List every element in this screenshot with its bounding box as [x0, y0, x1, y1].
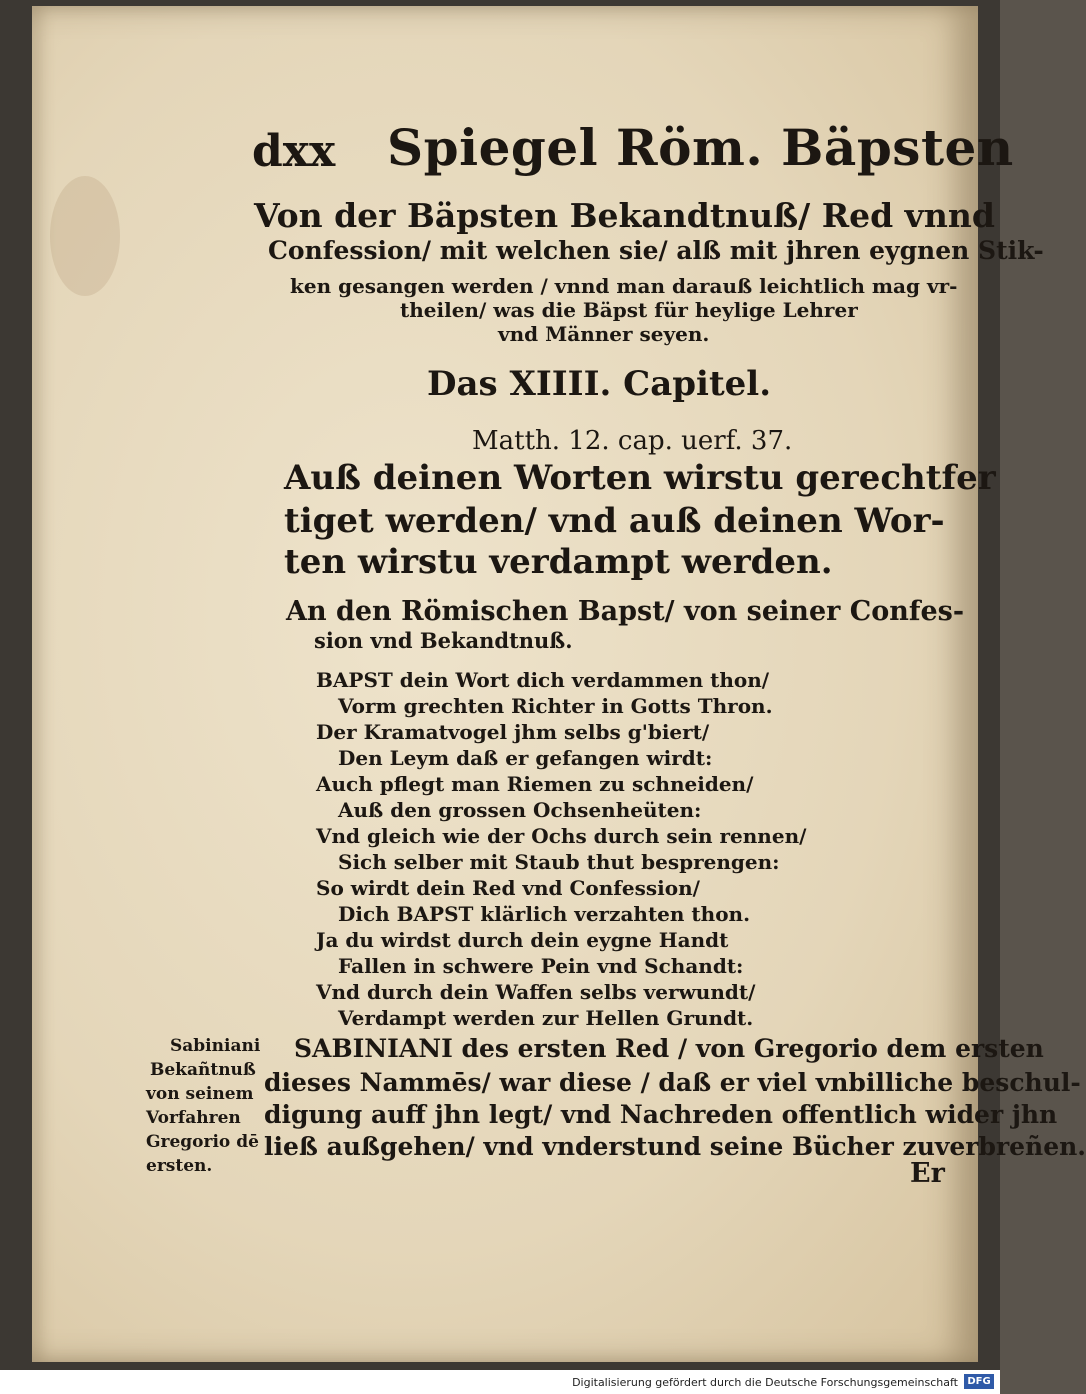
heading-line: ken gesangen werden / vnnd man darauß leichtlich mag vr- [290, 274, 958, 298]
dfg-logo-icon: DFG [964, 1374, 994, 1389]
address-line: An den Römischen Bapst/ von seiner Confes- [286, 596, 965, 627]
margin-note-line: von seinem [146, 1084, 254, 1104]
footer-bar [0, 1370, 1000, 1394]
poem-line: Vnd durch dein Waffen selbs verwundt/ [316, 980, 756, 1004]
margin-note-line: ersten. [146, 1156, 213, 1176]
folio-number: dxx [252, 126, 336, 177]
body-line: dieses Nammēs/ war diese / daß er viel vnbilliche beschul- [264, 1068, 1081, 1097]
poem-line: BAPST dein Wort dich verdammen thon/ [316, 668, 770, 692]
poem-line: Auß den grossen Ochsenheüten: [338, 798, 702, 822]
heading-line: theilen/ was die Bäpst für heylige Lehrer [400, 298, 858, 322]
poem-line: Fallen in schwere Pein vnd Schandt: [338, 954, 744, 978]
verse-line: ten wirstu verdampt werden. [284, 542, 833, 582]
book-page [32, 6, 1086, 1362]
poem-line: Den Leym daß er gefangen wirdt: [338, 746, 713, 770]
poem-line: Ja du wirdst durch dein eygne Handt [316, 928, 729, 952]
poem-line: Vorm grechten Richter in Gotts Thron. [338, 694, 773, 718]
margin-note-line: Sabiniani [170, 1036, 261, 1056]
address-line: sion vnd Bekandtnuß. [314, 628, 573, 653]
body-line: digung auff jhn legt/ vnd Nachreden offentlich wider jhn [264, 1100, 1058, 1129]
margin-note-line: Vorfahren [146, 1108, 241, 1128]
poem-line: Vnd gleich wie der Ochs durch sein rennen/ [316, 824, 807, 848]
verse-line: tiget werden/ vnd auß deinen Wor- [284, 501, 945, 541]
body-line: SABINIANI des ersten Red / von Gregorio dem ersten [294, 1034, 1044, 1063]
margin-note-line: Gregorio dē [146, 1132, 259, 1152]
paper-stain [50, 176, 120, 296]
poem-line: Der Kramatvogel jhm selbs g'biert/ [316, 720, 710, 744]
body-line: ließ außgehen/ vnd vnderstund seine Bücher zuverbreñen. [264, 1132, 1086, 1161]
poem-line: Verdampt werden zur Hellen Grundt. [338, 1006, 754, 1030]
poem-line: So wirdt dein Red vnd Confession/ [316, 876, 700, 900]
heading-line: Confession/ mit welchen sie/ alß mit jhren eygnen Stik- [268, 236, 1044, 265]
funding-credit: Digitalisierung gefördert durch die Deutsche Forschungsgemeinschaft [572, 1376, 958, 1389]
scripture-reference: Matth. 12. cap. uerf. 37. [472, 426, 793, 456]
poem-line: Sich selber mit Staub thut besprengen: [338, 850, 780, 874]
verse-line: Auß deinen Worten wirstu gerechtfer [284, 458, 996, 498]
heading-line: Von der Bäpsten Bekandtnuß/ Red vnnd [254, 196, 995, 235]
chapter-heading: Das XIIII. Capitel. [427, 364, 772, 404]
poem-line: Dich BAPST klärlich verzahten thon. [338, 902, 751, 926]
catchword: Er [910, 1158, 945, 1189]
running-title: Spiegel Röm. Bäpsten [387, 118, 1014, 177]
poem-line: Auch pflegt man Riemen zu schneiden/ [316, 772, 754, 796]
margin-note-line: Bekañtnuß [150, 1060, 256, 1080]
heading-line: vnd Männer seyen. [498, 322, 710, 346]
